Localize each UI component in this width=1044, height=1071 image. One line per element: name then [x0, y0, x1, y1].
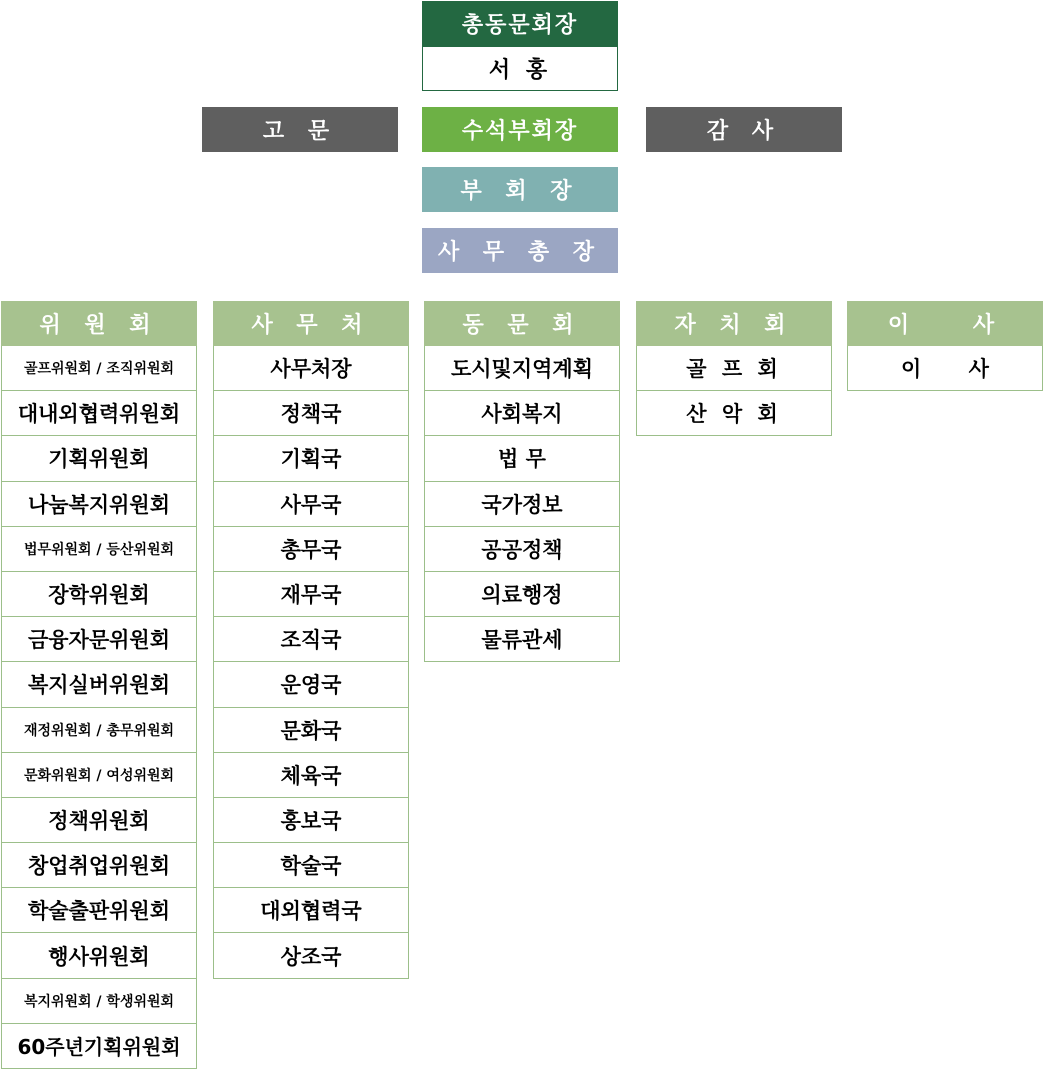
office-item: 운영국	[213, 662, 409, 707]
advisor-label: 고 문	[262, 119, 338, 144]
secretary-general-box	[422, 228, 618, 273]
directors-header-label: 이 사	[887, 313, 1003, 338]
committee-item: 재정위원회 / 총무위원회	[1, 708, 197, 753]
committee-item: 금융자문위원회	[1, 617, 197, 662]
committee-item: 대내외협력위원회	[1, 391, 197, 436]
alumni-item: 사회복지	[424, 391, 620, 436]
committee-item: 창업취업위원회	[1, 843, 197, 888]
directors-header	[847, 301, 1043, 346]
office-item: 대외협력국	[213, 888, 409, 933]
advisor-box	[202, 107, 398, 152]
vp-box	[422, 167, 618, 212]
vp-label: 부 회 장	[460, 179, 580, 204]
office-item: 문화국	[213, 708, 409, 753]
office-header	[213, 301, 409, 346]
office-item: 정책국	[213, 391, 409, 436]
auditor-label: 감 사	[706, 119, 782, 144]
committee-item: 나눔복지위원회	[1, 482, 197, 527]
alumni-item: 법 무	[424, 436, 620, 481]
alumni-header	[424, 301, 620, 346]
office-item: 체육국	[213, 753, 409, 798]
self-gov-header	[636, 301, 832, 346]
office-column	[213, 301, 409, 979]
self-gov-item: 골 프 회	[636, 346, 832, 391]
senior-vp-label: 수석부회장	[461, 119, 579, 144]
president-name: 서 홍	[488, 58, 552, 83]
office-item: 재무국	[213, 572, 409, 617]
alumni-item: 국가정보	[424, 482, 620, 527]
committee-item: 정책위원회	[1, 798, 197, 843]
committee-item: 골프위원회 / 조직위원회	[1, 346, 197, 391]
office-item: 기획국	[213, 436, 409, 481]
alumni-header-label: 동 문 회	[462, 313, 582, 338]
office-item: 총무국	[213, 527, 409, 572]
alumni-item: 공공정책	[424, 527, 620, 572]
office-header-label: 사 무 처	[251, 313, 371, 338]
committee-header	[1, 301, 197, 346]
president-title-box	[422, 1, 618, 46]
office-item: 학술국	[213, 843, 409, 888]
senior-vp-box	[422, 107, 618, 152]
president-name-box	[422, 46, 618, 91]
directors-column	[847, 301, 1043, 391]
alumni-item: 물류관세	[424, 617, 620, 662]
committee-item: 행사위원회	[1, 933, 197, 978]
office-item: 사무처장	[213, 346, 409, 391]
committee-header-label: 위 원 회	[39, 313, 159, 338]
committee-item: 학술출판위원회	[1, 888, 197, 933]
office-item: 조직국	[213, 617, 409, 662]
auditor-box	[646, 107, 842, 152]
committee-item: 복지실버위원회	[1, 662, 197, 707]
directors-item: 이 사	[847, 346, 1043, 391]
office-item: 홍보국	[213, 798, 409, 843]
committee-item: 장학위원회	[1, 572, 197, 617]
self-gov-column	[636, 301, 832, 436]
committee-item: 기획위원회	[1, 436, 197, 481]
alumni-column	[424, 301, 620, 662]
committee-item: 복지위원회 / 학생위원회	[1, 979, 197, 1024]
self-gov-header-label: 자 치 회	[674, 313, 794, 338]
self-gov-item: 산 악 회	[636, 391, 832, 436]
committee-column	[1, 301, 197, 1069]
committee-item: 법무위원회 / 등산위원회	[1, 527, 197, 572]
secretary-general-label: 사 무 총 장	[438, 240, 602, 265]
alumni-item: 의료행정	[424, 572, 620, 617]
alumni-item: 도시및지역계획	[424, 346, 620, 391]
office-item: 사무국	[213, 482, 409, 527]
committee-item: 문화위원회 / 여성위원회	[1, 753, 197, 798]
committee-item: 60주년기획위원회	[1, 1024, 197, 1069]
president-title: 총동문회장	[461, 13, 579, 38]
office-item: 상조국	[213, 933, 409, 978]
